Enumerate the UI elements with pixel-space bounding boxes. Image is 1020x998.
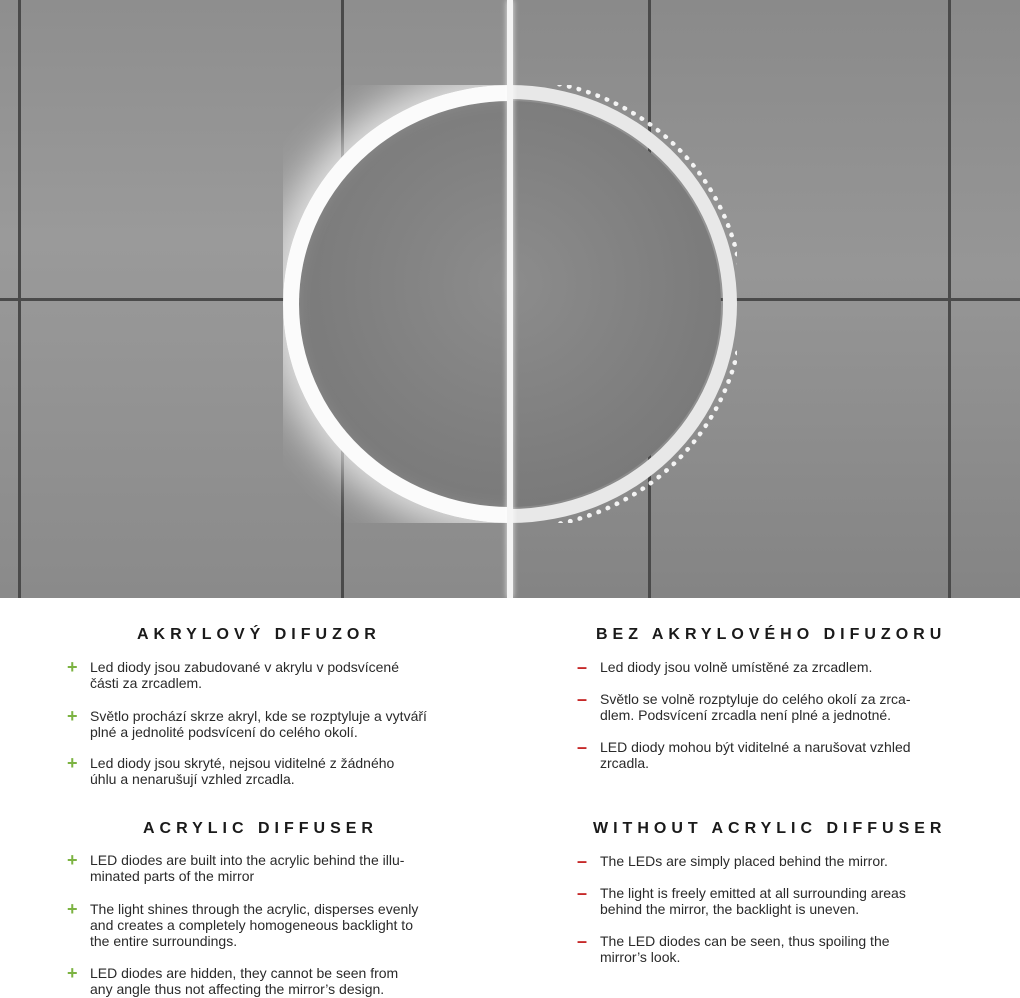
minus-icon: – — [577, 931, 588, 951]
minus-icon: – — [577, 657, 588, 677]
plus-icon: + — [67, 706, 78, 726]
split-divider — [507, 0, 513, 598]
tile-grout — [18, 0, 21, 598]
list-item: – The LED diodes can be seen, thus spoiling the mirror’s look. — [577, 931, 890, 965]
minus-icon: – — [577, 737, 588, 757]
list-item: + Led diody jsou skryté, nejsou viditelné z žádného úhlu a nenarušují vzhled zrcadla. — [67, 753, 395, 787]
acrylic-diffuser-column — [0, 598, 510, 998]
list-item: + LED diodes are hidden, they cannot be seen from any angle thus not affecting the mirror’s design. — [67, 963, 399, 997]
without-diffuser-column — [510, 598, 1020, 998]
list-item: – The light is freely emitted at all surrounding areas behind the mirror, the backlight is uneven. — [577, 883, 906, 917]
list-item: + The light shines through the acrylic, disperses evenly and creates a completely homogeneous backlight to the entire surroundings. — [67, 899, 419, 949]
list-item: – The LEDs are simply placed behind the mirror. — [577, 851, 888, 871]
plus-icon: + — [67, 899, 78, 919]
heading-cz: BEZ AKRYLOVÉHO DIFUZORU — [596, 626, 947, 643]
heading-en: ACRYLIC DIFFUSER — [143, 820, 378, 837]
plus-icon: + — [67, 963, 78, 983]
list-item: + LED diodes are built into the acrylic behind the illu- minated parts of the mirror — [67, 850, 405, 884]
minus-icon: – — [577, 883, 588, 903]
minus-icon: – — [577, 689, 588, 709]
heading-cz: AKRYLOVÝ DIFUZOR — [137, 626, 381, 643]
plus-icon: + — [67, 753, 78, 773]
list-item: + Světlo prochází skrze akryl, kde se rozptyluje a vytváří plné a jednolité podsvícení do celého okolí. — [67, 706, 427, 740]
minus-icon: – — [577, 851, 588, 871]
tile-grout — [948, 0, 951, 598]
plus-icon: + — [67, 850, 78, 870]
list-item: – Světlo se volně rozptyluje do celého okolí za zrca- dlem. Podsvícení zrcadla není plné a jednotné. — [577, 689, 911, 723]
list-item: – Led diody jsou volně umístěné za zrcadlem. — [577, 657, 873, 677]
plus-icon: + — [67, 657, 78, 677]
heading-en: WITHOUT ACRYLIC DIFFUSER — [593, 820, 947, 837]
list-item: + Led diody jsou zabudované v akrylu v podsvícené části za zrcadlem. — [67, 657, 399, 691]
list-item: – LED diody mohou být viditelné a narušovat vzhled zrcadla. — [577, 737, 911, 771]
